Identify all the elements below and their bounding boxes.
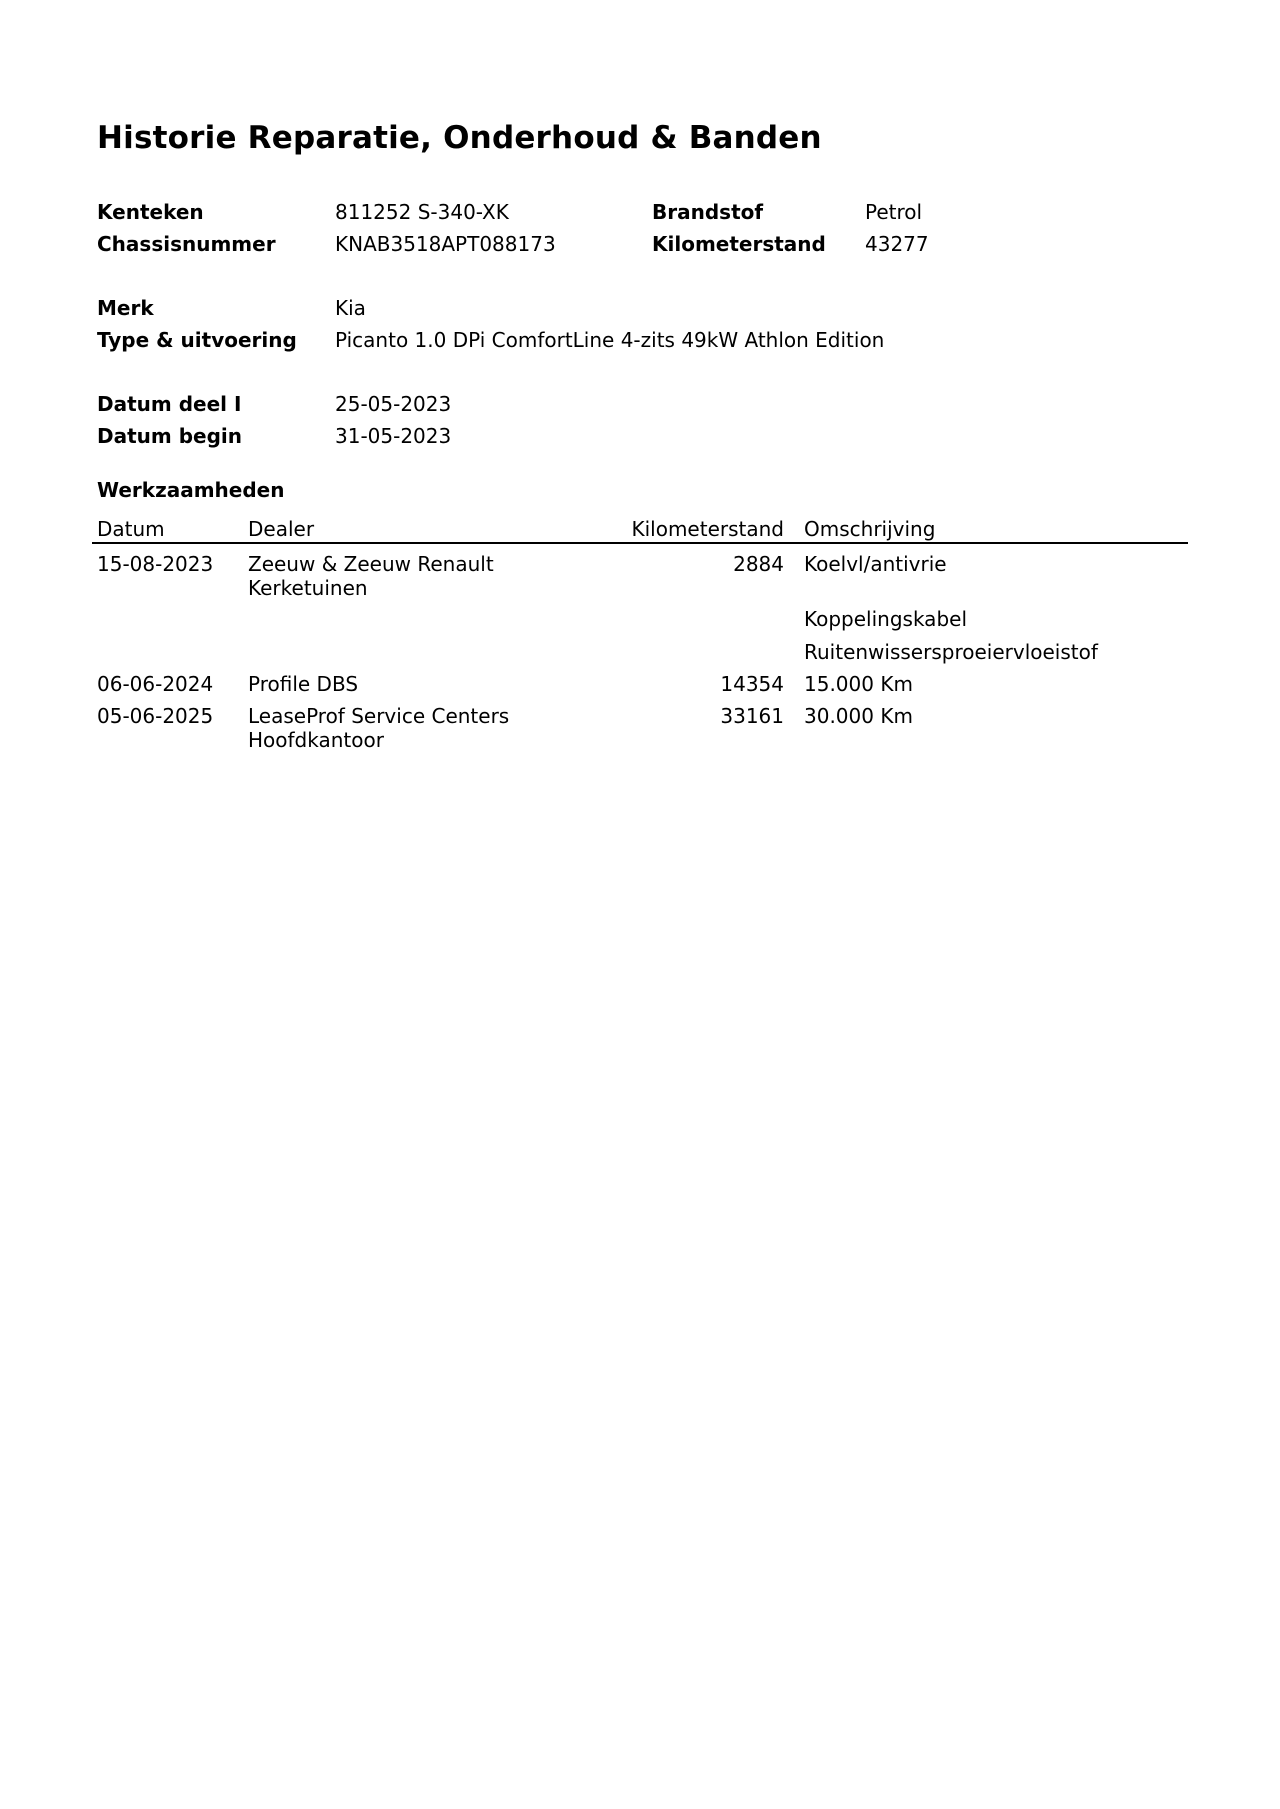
brandstof-value: Petrol [865,200,923,224]
kenteken-value: 811252 S-340-XK [335,200,509,224]
brandstof-label: Brandstof [652,200,764,224]
table-header-rule [92,542,1188,544]
row-2-kilometerstand: 14354 [720,672,784,696]
row-3-dealer-line2: Hoofdkantoor [248,728,384,752]
row-1-omschrijving-1: Koelvl/antivrie [804,552,947,576]
row-1-dealer: Zeeuw & Zeeuw Renault [248,552,494,576]
row-3-kilometerstand: 33161 [720,704,784,728]
page-title: Historie Reparatie, Onderhoud & Banden [97,120,822,156]
datum-deel-value: 25-05-2023 [335,392,452,416]
kenteken-label: Kenteken [97,200,204,224]
row-2-omschrijving: 15.000 Km [804,672,913,696]
kilometerstand-label: Kilometerstand [652,232,826,256]
column-header-datum: Datum [97,517,165,541]
row-3-datum: 05-06-2025 [97,704,214,728]
column-header-dealer: Dealer [248,517,315,541]
row-1-omschrijving-3: Ruitenwissersproeiervloeistof [804,640,1098,664]
kilometerstand-value: 43277 [865,232,929,256]
column-header-kilometerstand: Kilometerstand [631,517,784,541]
chassis-value: KNAB3518APT088173 [335,232,556,256]
datum-begin-value: 31-05-2023 [335,424,452,448]
chassis-label: Chassisnummer [97,232,276,256]
datum-deel-label: Datum deel I [97,392,242,416]
row-2-dealer: Profile DBS [248,672,359,696]
row-1-dealer-line2: Kerketuinen [248,576,368,600]
type-label: Type & uitvoering [97,328,297,352]
row-1-datum: 15-08-2023 [97,552,214,576]
datum-begin-label: Datum begin [97,424,242,448]
row-3-dealer: LeaseProf Service Centers [248,704,510,728]
row-1-omschrijving-2: Koppelingskabel [804,607,967,631]
row-3-omschrijving: 30.000 Km [804,704,913,728]
merk-value: Kia [335,296,366,320]
type-value: Picanto 1.0 DPi ComfortLine 4-zits 49kW Athlon Edition [335,328,885,352]
column-header-omschrijving: Omschrijving [804,517,936,541]
werkzaamheden-heading: Werkzaamheden [97,478,285,502]
merk-label: Merk [97,296,154,320]
row-1-kilometerstand: 2884 [733,552,784,576]
row-2-datum: 06-06-2024 [97,672,214,696]
